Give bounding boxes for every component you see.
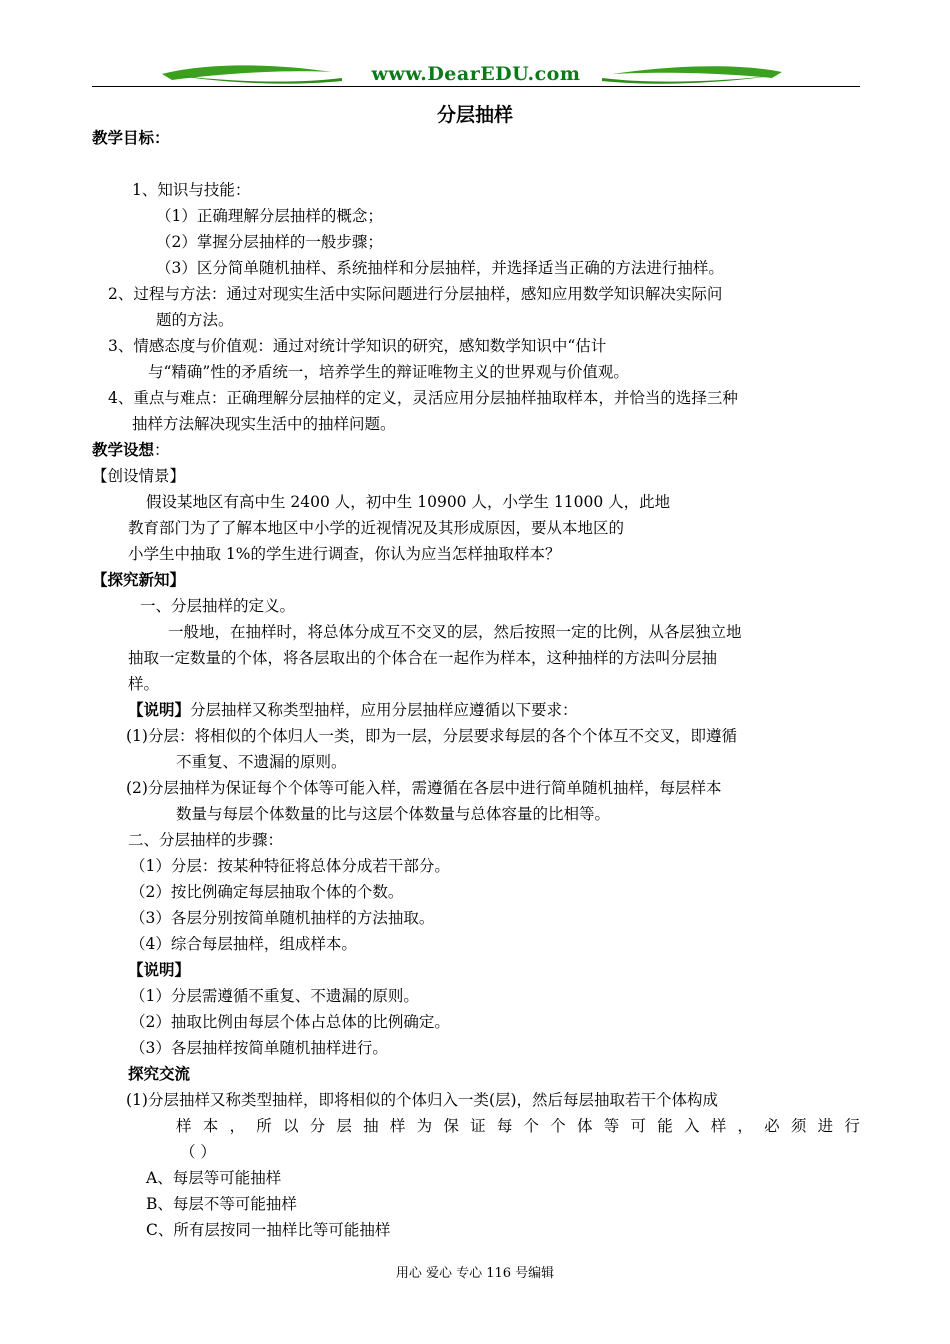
list-item-continuation: 数量与每层个体数量的比与这层个体数量与总体容量的比相等。: [176, 805, 611, 823]
choice-option-c: C、所有层按同一抽样比等可能抽样: [146, 1221, 391, 1239]
list-item: (2)分层抽样为保证每个个体等可能入样，需遵循在各层中进行简单随机抽样，每层样本: [126, 779, 722, 797]
list-item: （3）区分简单随机抽样、系统抽样和分层抽样，并选择适当正确的方法进行抽样。: [156, 259, 724, 277]
page-title: 分层抽样: [436, 104, 513, 126]
justified-char: 分: [309, 1117, 326, 1135]
question-text-justified: [176, 1116, 860, 1136]
paragraph-line: 抽取一定数量的个体，将各层取出的个体合在一起作为样本，这种抽样的方法叫分层抽: [128, 649, 718, 667]
list-item: 2、过程与方法：通过对现实生活中实际问题进行分层抽样，感知应用数学知识解决实际问: [108, 285, 723, 303]
justified-char: 样: [710, 1117, 727, 1135]
list-item: 1、知识与技能：: [132, 181, 251, 199]
justified-char: 层: [336, 1117, 352, 1135]
note-text: 分层抽样又称类型抽样，应用分层抽样应遵循以下要求：: [190, 701, 578, 719]
answer-blank: （ ）: [180, 1143, 216, 1161]
list-item-continuation: 题的方法。: [156, 311, 234, 329]
paragraph-line: 教育部门为了了解本地区中小学的近视情况及其形成原因，要从本地区的: [128, 519, 625, 537]
heading-colon: ：: [154, 441, 170, 459]
justified-char: 本: [202, 1117, 219, 1135]
list-item: （3）各层分别按简单随机抽样的方法抽取。: [130, 909, 435, 927]
justified-char: 保: [443, 1117, 459, 1135]
note-line: [128, 700, 578, 720]
justified-char: ，: [229, 1117, 245, 1135]
list-item: （1）正确理解分层抽样的概念；: [156, 207, 383, 225]
list-item: （2）抽取比例由每层个体占总体的比例确定。: [130, 1013, 450, 1031]
paragraph-line: 样。: [128, 675, 160, 693]
list-item: 3、情感态度与价值观：通过对统计学知识的研究，感知数学知识中“估计: [108, 337, 607, 355]
justified-char: 以: [282, 1117, 299, 1135]
list-item: (1)分层：将相似的个体归人一类，即为一层，分层要求每层的各个个体互不交叉，即遵循: [126, 727, 737, 745]
list-item-continuation: 不重复、不遗漏的原则。: [176, 753, 347, 771]
paragraph-line: 小学生中抽取 1%的学生进行调查，你认为应当怎样抽取样本？: [128, 545, 561, 563]
justified-char: 个: [550, 1117, 566, 1135]
justified-char: 等: [603, 1117, 620, 1135]
list-item: （2）按比例确定每层抽取个体的个数。: [130, 883, 404, 901]
justified-char: 进: [817, 1117, 834, 1135]
justified-char: 每: [496, 1117, 513, 1135]
justified-char: 必: [764, 1117, 780, 1135]
list-item: （1）分层需遵循不重复、不遗漏的原则。: [130, 987, 419, 1005]
justified-char: 须: [790, 1117, 807, 1135]
list-item: （3）各层抽样按简单随机抽样进行。: [130, 1039, 388, 1057]
justified-char: 能: [657, 1117, 673, 1135]
justified-char: 体: [577, 1117, 593, 1135]
justified-char: ，: [737, 1117, 753, 1135]
justified-char: 行: [844, 1117, 860, 1135]
list-item: 4、重点与难点：正确理解分层抽样的定义，灵活应用分层抽样抽取样本，并恰当的选择三种: [108, 389, 738, 407]
paragraph-line: 一般地，在抽样时，将总体分成互不交叉的层，然后按照一定的比例，从各层独立地: [168, 623, 742, 641]
justified-char: 抽: [363, 1117, 379, 1135]
subsection-heading: 二、分层抽样的步骤：: [128, 831, 284, 849]
list-item: （1）分层：按某种特征将总体分成若干部分。: [130, 857, 450, 875]
subsection-heading: 【创设情景】: [92, 467, 186, 485]
list-item-continuation: 与“精确”性的矛盾统一，培养学生的辩证唯物主义的世界观与价值观。: [148, 363, 629, 381]
section-heading-objectives: 教学目标：: [92, 129, 170, 147]
question-text: (1)分层抽样又称类型抽样，即将相似的个体归入一类(层)，然后每层抽取若干个体构成: [126, 1091, 719, 1109]
subsection-heading: 一、分层抽样的定义。: [140, 597, 296, 615]
section-heading-discussion: 探究交流: [128, 1065, 191, 1083]
page-footer: 用心 爱心 专心 116 号编辑: [395, 1266, 555, 1281]
justified-char: 证: [470, 1117, 486, 1135]
paragraph-line: 假设某地区有高中生 2400 人，初中生 10900 人，小学生 11000 人，此地: [146, 493, 671, 511]
section-heading-design: [92, 440, 170, 460]
justified-char: 可: [630, 1117, 646, 1135]
logo-text: www.DearEDU.com: [371, 63, 581, 85]
note-label: 【说明】: [128, 701, 191, 719]
list-item: （2）掌握分层抽样的一般步骤；: [156, 233, 383, 251]
note-label: 【说明】: [128, 961, 191, 979]
choice-option-b: B、每层不等可能抽样: [146, 1195, 297, 1213]
justified-char: 样: [176, 1117, 192, 1135]
justified-char: 为: [416, 1117, 433, 1135]
justified-char: 所: [256, 1117, 272, 1135]
justified-char: 样: [389, 1117, 406, 1135]
list-item-continuation: 抽样方法解决现实生活中的抽样问题。: [132, 415, 396, 433]
section-heading-explore: 【探究新知】: [92, 571, 186, 589]
justified-char: 入: [683, 1117, 700, 1135]
choice-option-a: A、每层等可能抽样: [146, 1169, 282, 1187]
heading-text: 教学设想: [92, 441, 155, 459]
list-item: （4）综合每层抽样，组成样本。: [130, 935, 357, 953]
header-divider: [92, 86, 860, 87]
justified-char: 个: [523, 1117, 540, 1135]
